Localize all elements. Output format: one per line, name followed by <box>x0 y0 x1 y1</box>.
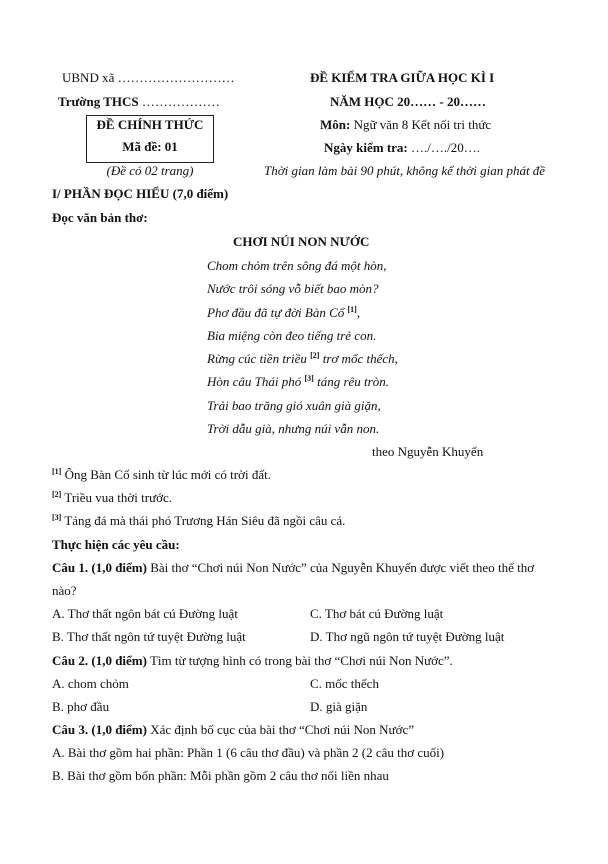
subject-label: Môn: <box>320 117 351 132</box>
school-dots: ……………… <box>138 94 220 109</box>
poem-line-6 <box>207 374 389 390</box>
subject-value: Ngữ văn 8 Kết nối tri thức <box>350 117 492 132</box>
question-3-text: Xác định bố cục của bài thơ “Chơi núi Non Nước” <box>146 722 414 737</box>
date-line <box>324 140 480 156</box>
tasks-heading: Thực hiện các yêu cầu: <box>52 537 180 552</box>
poem-line-6-end: táng rêu tròn. <box>313 374 389 389</box>
poem-line-3-text: Phơ đầu đã tự đời Bàn Cổ <box>207 305 348 320</box>
question-2 <box>52 653 453 669</box>
question-1 <box>52 560 534 576</box>
footnote-3 <box>52 513 345 529</box>
footnote-ref-2: [2] <box>310 351 320 360</box>
footnote-ref-3: [3] <box>304 374 314 383</box>
footnote-text-2: Triều vua thời trước. <box>61 490 173 505</box>
q2-option-b: B. phơ đầu <box>52 699 110 714</box>
poem-title: CHƠI NÚI NON NƯỚC <box>233 234 370 249</box>
question-2-label: Câu 2. (1,0 điểm) <box>52 653 147 668</box>
date-label: Ngày kiểm tra: <box>324 140 408 155</box>
date-value: …./…./20…. <box>407 140 480 155</box>
footnote-ref-1: [1] <box>347 305 357 314</box>
poem-line-1: Chom chỏm trên sông đá một hòn, <box>207 258 387 273</box>
school-year: NĂM HỌC 20…… - 20…… <box>330 94 486 109</box>
school-line <box>58 94 220 110</box>
district-line: UBND xã ……………………… <box>62 70 235 85</box>
q3-option-b: B. Bài thơ gồm bốn phần: Mỗi phần gồm 2 câu thơ nối liền nhau <box>52 768 389 783</box>
footnote-text-1: Ông Bàn Cổ sinh từ lúc mới có trời đất. <box>61 467 271 482</box>
poem-line-2: Nước trôi sóng vỗ biết bao mòn? <box>207 281 379 296</box>
poem-line-8: Trời dẫu già, nhưng núi vẫn non. <box>207 421 380 436</box>
exam-title: ĐỀ KIỂM TRA GIỮA HỌC KÌ I <box>310 70 495 85</box>
question-3-label: Câu 3. (1,0 điểm) <box>52 722 147 737</box>
time-note: Thời gian làm bài 90 phút, không kể thời gian phát đề <box>264 163 546 178</box>
pages-note: (Đề có 02 trang) <box>106 163 194 178</box>
q1-option-d: D. Thơ ngũ ngôn tứ tuyệt Đường luật <box>310 629 505 644</box>
q2-option-a: A. chom chỏm <box>52 676 129 691</box>
poem-line-5-text: Rừng cúc tiền triều <box>207 351 311 366</box>
footnote-mark-2: [2] <box>52 490 62 499</box>
poem-line-3 <box>207 305 360 321</box>
section-intro: Đọc văn bản thơ: <box>52 210 148 225</box>
section-title: I/ PHẦN ĐỌC HIỂU (7,0 điểm) <box>52 186 229 201</box>
poem-line-3-end: , <box>356 305 361 320</box>
poem-line-4: Bia miệng còn đeo tiếng trẻ con. <box>207 328 377 343</box>
footnote-2 <box>52 490 172 506</box>
question-1-cont: nào? <box>52 583 77 598</box>
poem-line-7: Trải bao trăng gió xuân già giặn, <box>207 398 381 413</box>
official-label: ĐỀ CHÍNH THỨC <box>96 117 204 132</box>
exam-code: Mã đề: 01 <box>122 139 178 154</box>
question-1-label: Câu 1. (1,0 điểm) <box>52 560 147 575</box>
question-2-text: Tìm từ tượng hình có trong bài thơ “Chơi núi Non Nước”. <box>146 653 453 668</box>
poem-line-6-text: Hòn câu Thái phó <box>207 374 305 389</box>
subject-line <box>320 117 491 133</box>
footnote-text-3: Tảng đá mà thái phó Trương Hán Siêu đã ngồi câu cá. <box>61 513 346 528</box>
question-3 <box>52 722 414 738</box>
footnote-mark-1: [1] <box>52 467 62 476</box>
q3-option-a: A. Bài thơ gồm hai phần: Phần 1 (6 câu thơ đầu) và phần 2 (2 câu thơ cuối) <box>52 745 445 760</box>
q2-option-c: C. mốc thếch <box>310 676 379 691</box>
q2-option-d: D. già giặn <box>310 699 368 714</box>
q1-option-a: A. Thơ thất ngôn bát cú Đường luật <box>52 606 238 621</box>
question-1-text: Bài thơ “Chơi núi Non Nước” của Nguyễn Khuyến được viết theo thể thơ <box>146 560 535 575</box>
footnote-mark-3: [3] <box>52 513 62 522</box>
poem-author: theo Nguyễn Khuyến <box>372 444 484 459</box>
poem-line-5 <box>207 351 398 367</box>
poem-line-5-end: trơ mốc thếch, <box>319 351 398 366</box>
school-label: Trường THCS <box>58 94 139 109</box>
q1-option-c: C. Thơ bát cú Đường luật <box>310 606 444 621</box>
q1-option-b: B. Thơ thất ngôn tứ tuyệt Đường luật <box>52 629 246 644</box>
footnote-1 <box>52 467 271 483</box>
